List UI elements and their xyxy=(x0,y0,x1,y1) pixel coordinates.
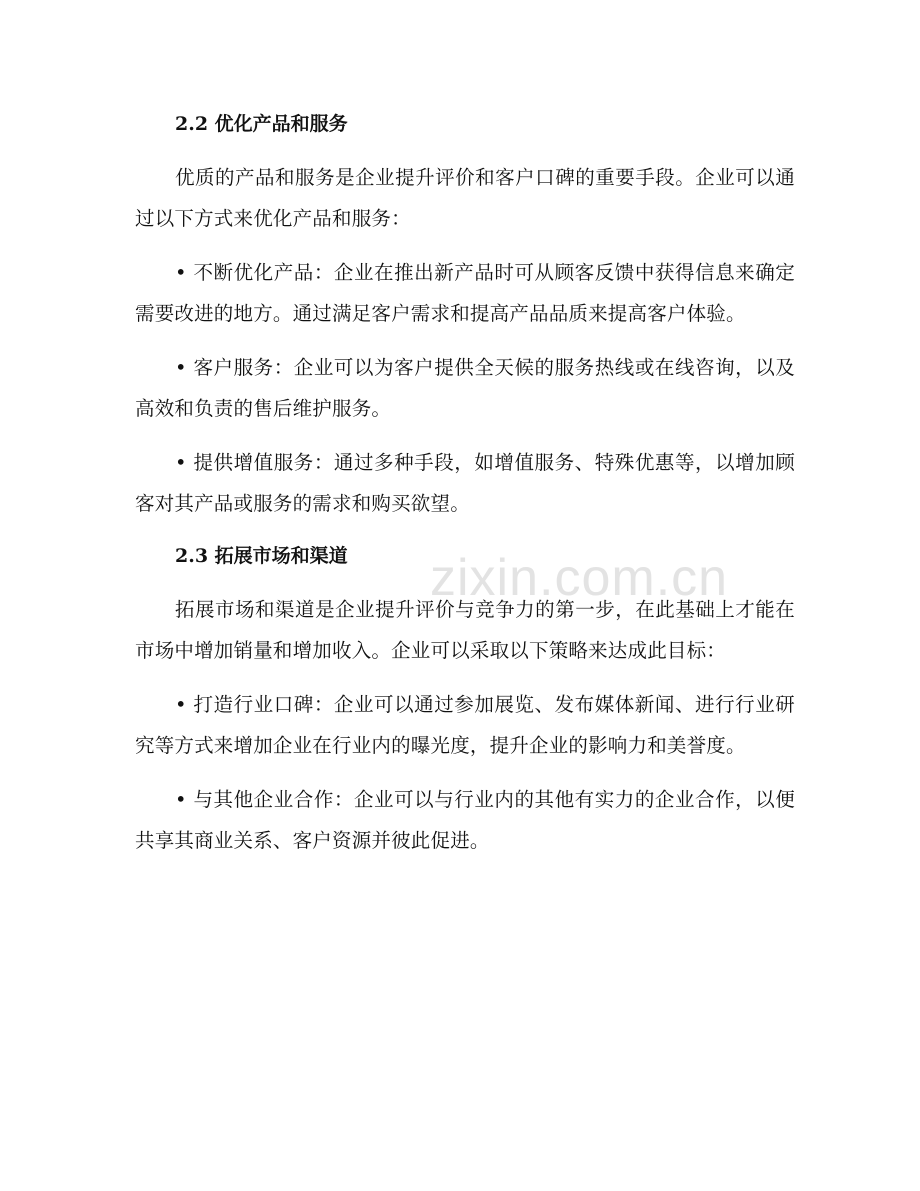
section-heading-2-2: 2.2 优化产品和服务 xyxy=(175,113,348,135)
intro-paragraph-2-3: 拓展市场和渠道是企业提升评价与竞争力的第一步，在此基础上才能在市场中增加销量和增加收入。企业可以采取以下策略来达成此目标： xyxy=(135,598,795,662)
bullet-customer-service: • 客户服务：企业可以为客户提供全天候的服务热线或在线咨询，以及高效和负责的售后维护服务。 xyxy=(135,356,795,420)
bullet-cooperation: • 与其他企业合作：企业可以与行业内的其他有实力的企业合作，以便共享其商业关系、客户资源并彼此促进。 xyxy=(135,788,795,852)
intro-paragraph-2-2: 优质的产品和服务是企业提升评价和客户口碑的重要手段。企业可以通过以下方式来优化产品和服务： xyxy=(135,166,795,230)
section-heading-2-3: 2.3 拓展市场和渠道 xyxy=(175,545,348,567)
bullet-optimize-product: • 不断优化产品：企业在推出新产品时可从顾客反馈中获得信息来确定需要改进的地方。通过满足客户需求和提高产品品质来提高客户体验。 xyxy=(135,261,795,325)
document-body xyxy=(135,106,795,875)
bullet-value-added-service: • 提供增值服务：通过多种手段，如增值服务、特殊优惠等，以增加顾客对其产品或服务的需求和购买欲望。 xyxy=(135,451,795,515)
watermark: zixin.com.cn xyxy=(430,549,729,607)
bullet-industry-reputation: • 打造行业口碑：企业可以通过参加展览、发布媒体新闻、进行行业研究等方式来增加企业在行业内的曝光度，提升企业的影响力和美誉度。 xyxy=(135,693,795,757)
